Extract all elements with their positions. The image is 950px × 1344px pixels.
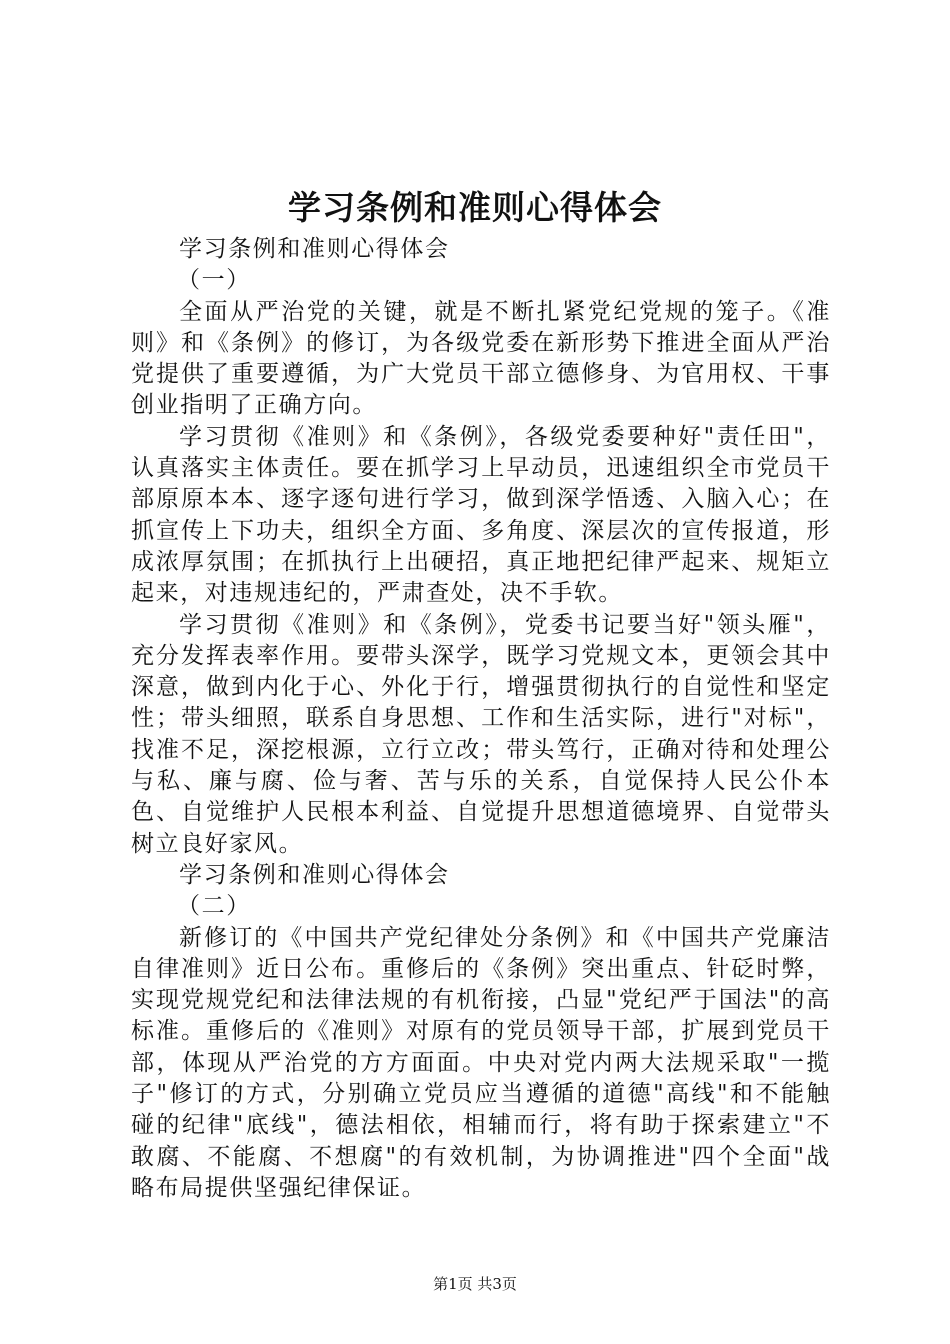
page-footer: 第1页 共3页 bbox=[433, 1275, 517, 1293]
paragraph-1: 全面从严治党的关键，就是不断扎紧党纪党规的笼子。《准则》和《条例》的修订，为各级党委在新形势下推进全面从严治党提供了重要遵循，为广大党员干部立德修身、为官用权、干事创业指明了正确方向。 bbox=[131, 298, 831, 419]
paragraph-2: 学习贯彻《准则》和《条例》，各级党委要种好"责任田"，认真落实主体责任。要在抓学习上早动员，迅速组织全市党员干部原原本本、逐字逐句进行学习，做到深学悟透、入脑入心；在抓宣传上下功夫，组织全方面、多角度、深层次的宣传报道，形成浓厚氛围；在抓执行上出硬招，真正地把纪律严起来、规矩立起来，对违规违纪的，严肃查处，决不手软。 bbox=[131, 423, 831, 607]
section-number-1: （一） bbox=[177, 267, 251, 294]
subheading-1: 学习条例和准则心得体会 bbox=[179, 236, 450, 262]
paragraph-3: 学习贯彻《准则》和《条例》，党委书记要当好"领头雁"，充分发挥表率作用。要带头深学，既学习党规文本，更领会其中深意，做到内化于心、外化于行，增强贯彻执行的自觉性和坚定性；带头细照，联系自身思想、工作和生活实际，进行"对标"，找准不足，深挖根源，立行立改；带头笃行，正确对待和处理公与私、廉与腐、俭与奢、苦与乐的关系，自觉保持人民公仆本色、自觉维护人民根本利益、自觉提升思想道德境界、自觉带头树立良好家风。 bbox=[131, 611, 831, 857]
section-number-2: （二） bbox=[177, 893, 251, 920]
paragraph-4: 新修订的《中国共产党纪律处分条例》和《中国共产党廉洁自律准则》近日公布。重修后的《条例》突出重点、针砭时弊，实现党规党纪和法律法规的有机衔接，凸显"党纪严于国法"的高标准。重修后的《准则》对原有的党员领导干部，扩展到党员干部，体现从严治党的方方面面。中央对党内两大法规采取"一揽子"修订的方式，分别确立党员应当遵循的道德"高线"和不能触碰的纪律"底线"，德法相依，相辅而行，将有助于探索建立"不敢腐、不能腐、不想腐"的有效机制，为协调推进"四个全面"战略布局提供坚强纪律保证。 bbox=[131, 924, 831, 1201]
subheading-2: 学习条例和准则心得体会 bbox=[179, 861, 450, 888]
document-title: 学习条例和准则心得体会 bbox=[288, 188, 662, 227]
document-body bbox=[131, 234, 831, 1204]
